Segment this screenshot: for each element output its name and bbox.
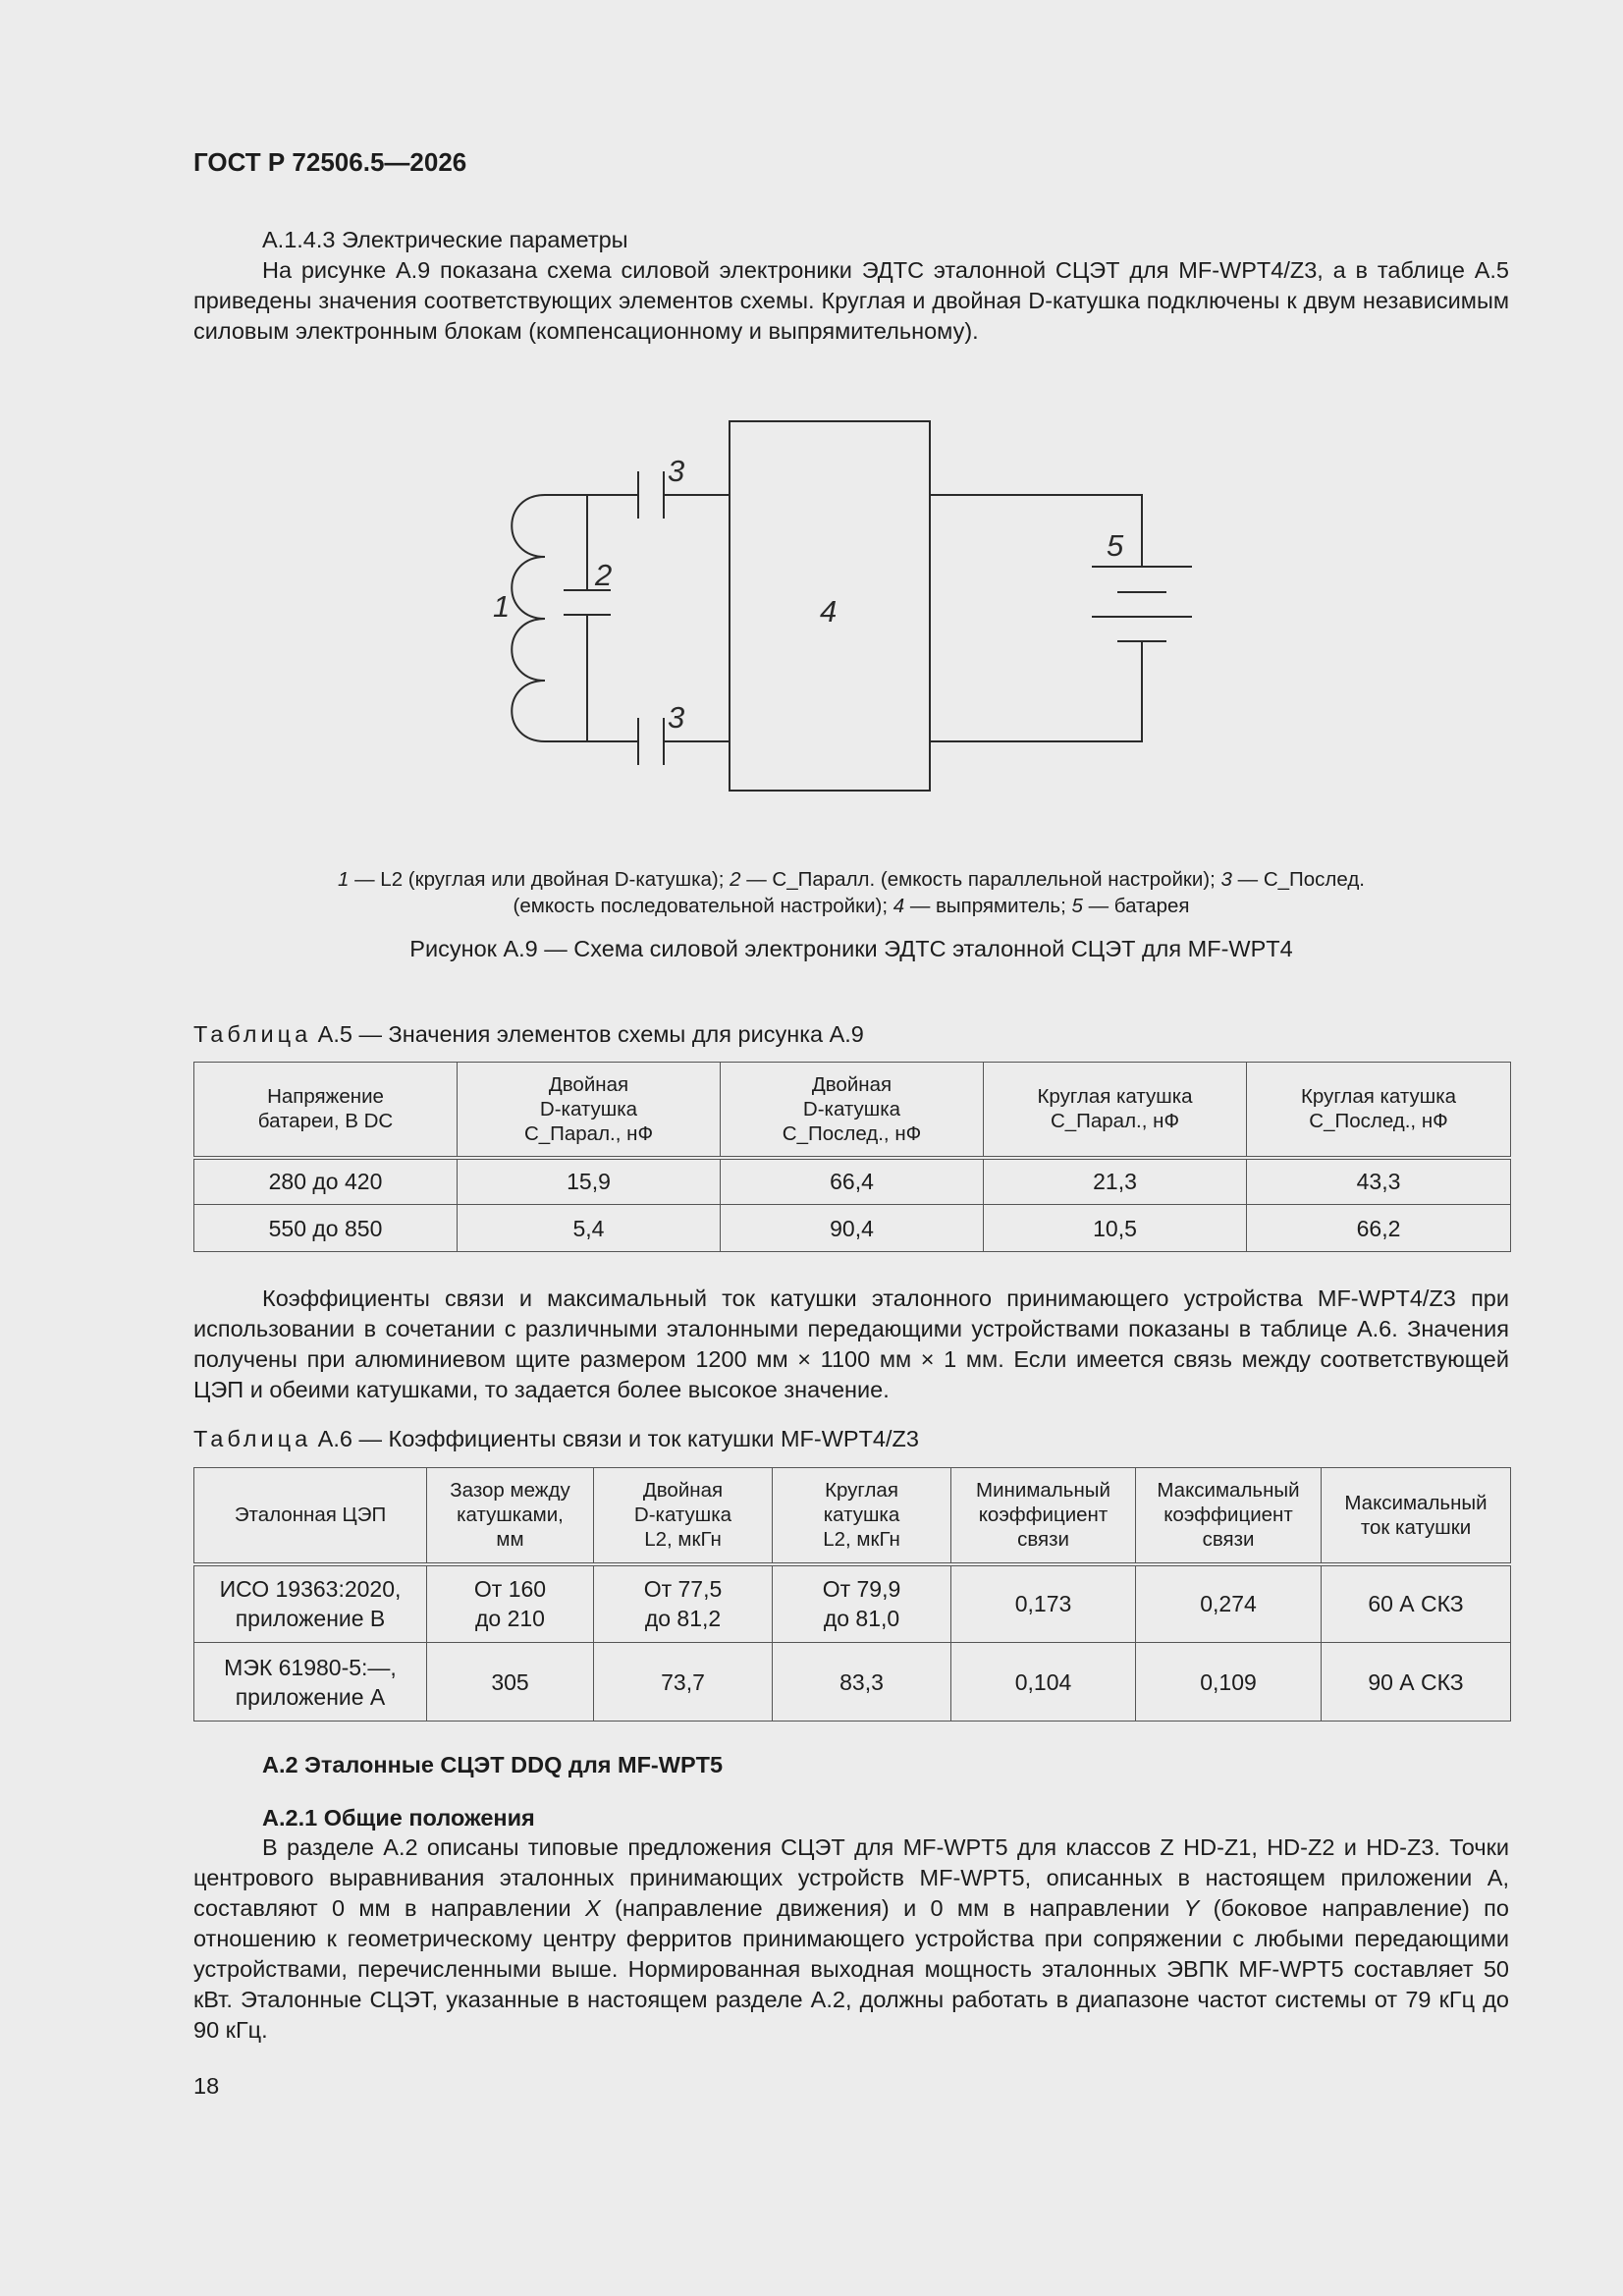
table-cell: 550 до 850	[194, 1205, 458, 1252]
table-cell: 43,3	[1247, 1158, 1511, 1205]
cell-line: D-катушка	[539, 1097, 638, 1121]
cell-line: мм	[496, 1528, 524, 1552]
cell-line: L2, мкГн	[644, 1528, 722, 1552]
label-battery: 5	[1107, 528, 1124, 563]
cell-line: 0,109	[1200, 1668, 1257, 1695]
table-a6-header-cell	[594, 1468, 773, 1564]
table-a5-caption-text: А.5 — Значения элементов схемы для рисунка А.9	[311, 1021, 864, 1047]
table-cell	[594, 1564, 773, 1643]
table-row	[194, 1205, 1511, 1252]
paragraph-coupling: Коэффициенты связи и максимальный ток катушки эталонного принимающего устройства MF-WPT4/Z3 при использовании в сочетании с различными эталонными передающими устройствами показаны в таблице А.6. Значения получены при алюминиевом щите размером 1200 мм × 1100 мм × 1 мм. Если имеется связь между соответствующей ЦЭП и обеими катушками, то задается более высокое значение.	[193, 1285, 1509, 1402]
table-a5-header-cell	[194, 1063, 458, 1158]
cell-line: катушка	[823, 1503, 900, 1527]
section-a21-text-start: В разделе А.2 описаны типовые предложения СЦЭТ для MF-WPT5 для классов Z HD-Z1, HD-Z2 и HD-Z3. Точки центрового выравнивания эталонных принимающих устройств MF-WPT5, описанных в настоящем приложении А, составляют 0 мм в направлении	[193, 1834, 1509, 1921]
legend-num-4: 4	[893, 895, 905, 917]
legend-text-4: — выпрямитель;	[904, 895, 1072, 917]
table-cell	[427, 1643, 594, 1722]
legend-text-1: — L2 (круглая или двойная D-катушка);	[354, 868, 730, 891]
cell-line: приложение В	[235, 1606, 386, 1632]
cell-line: Двойная	[811, 1072, 893, 1096]
cell-line: С_Парал., нФ	[523, 1121, 654, 1145]
table-cell	[1322, 1643, 1511, 1722]
table-cell	[194, 1643, 427, 1722]
section-a2-title: А.2 Эталонные СЦЭТ DDQ для MF-WPT5	[262, 1752, 724, 1777]
cell-line: D-катушка	[802, 1097, 901, 1121]
cell-line: батареи, В DC	[257, 1110, 394, 1133]
cell-line: до 81,2	[644, 1606, 722, 1632]
table-a6-header-cell	[194, 1468, 427, 1564]
legend-num-2: 2	[730, 868, 741, 891]
cell-line: Двойная	[548, 1072, 629, 1096]
table-cell: 21,3	[984, 1158, 1247, 1205]
cell-line: От 160	[473, 1576, 547, 1603]
cell-line: 0,173	[1014, 1591, 1072, 1617]
cell-line: коэффициент	[1163, 1503, 1293, 1527]
table-row	[194, 1158, 1511, 1205]
cell-line: связи	[1202, 1528, 1255, 1552]
section-a21-text-mid: (направление движения) и 0 мм в направлении	[600, 1895, 1184, 1921]
label-parallel-cap: 2	[595, 558, 613, 592]
cell-line: ИСО 19363:2020,	[219, 1576, 402, 1603]
table-cell	[773, 1564, 951, 1643]
cell-line: Круглая	[825, 1479, 898, 1503]
table-cell	[594, 1643, 773, 1722]
table-a5-header-cell	[984, 1063, 1247, 1158]
label-block: 4	[820, 594, 838, 629]
cell-line: ток катушки	[1360, 1515, 1472, 1539]
table-a5-header-cell	[1247, 1063, 1511, 1158]
table-a5-header-cell	[458, 1063, 721, 1158]
table-a6-header-row	[194, 1468, 1511, 1564]
legend-text-5: — батарея	[1082, 895, 1190, 917]
section-a21-text-end: (боковое направление) по отношению к геометрическому центру ферритов принимающего устройства при сопряжении с любыми передающими устройствами, перечисленными выше. Нормированная выходная мощность эталонных ЭВПК MF-WPT5 составляет 50 кВт. Эталонные СЦЭТ, указанные в настоящем разделе А.2, должны работать в диапазоне частот системы от 79 кГц до 90 кГц.	[193, 1895, 1509, 2043]
section-a143-text: На рисунке А.9 показана схема силовой электроники ЭДТС эталонной СЦЭТ для MF-WPT4/Z3, а в таблице А.5 приведены значения соответствующих элементов схемы. Круглая и двойная D-катушка подключены к двум независимым силовым электронным блокам (компенсационному и выпрямительному).	[193, 257, 1509, 344]
table-cell: 10,5	[984, 1205, 1247, 1252]
axis-x-label: X	[585, 1895, 601, 1921]
axis-y-label: Y	[1183, 1895, 1200, 1921]
cell-line: до 210	[475, 1606, 545, 1632]
table-cell: 15,9	[458, 1158, 721, 1205]
coil-inductor	[512, 495, 545, 741]
cell-line: С_Парал., нФ	[1050, 1110, 1180, 1133]
table-cell: 90,4	[721, 1205, 984, 1252]
cell-line: Максимальный	[1344, 1491, 1488, 1514]
cell-line: С_Послед., нФ	[1309, 1110, 1448, 1133]
table-a6	[193, 1467, 1511, 1722]
cell-line: Эталонная ЦЭП	[234, 1503, 387, 1527]
cell-line: до 81,0	[823, 1606, 900, 1632]
section-a21-text	[193, 1832, 1509, 2046]
cell-line: МЭК 61980-5:—,	[224, 1654, 397, 1680]
cell-line: L2, мкГн	[823, 1528, 900, 1552]
table-cell	[951, 1564, 1136, 1643]
cell-line: Круглая катушка	[1037, 1085, 1193, 1109]
table-a5	[193, 1062, 1511, 1252]
cell-line: Круглая катушка	[1300, 1085, 1457, 1109]
cell-line: 60 А СКЗ	[1368, 1591, 1464, 1617]
cell-line: 73,7	[661, 1668, 705, 1695]
table-a5-caption	[193, 1021, 864, 1048]
cell-line: D-катушка	[633, 1503, 732, 1527]
table-cell: 66,2	[1247, 1205, 1511, 1252]
cell-line: Зазор между	[450, 1479, 570, 1503]
legend-num-5: 5	[1071, 895, 1083, 917]
legend-text-3b: (емкость последовательной настройки);	[513, 895, 893, 917]
legend-text-3: — С_Послед.	[1231, 868, 1365, 891]
cell-line: Напряжение	[267, 1085, 384, 1109]
figure-title: Рисунок А.9 — Схема силовой электроники ЭДТС эталонной СЦЭТ для MF-WPT4	[409, 936, 1293, 961]
label-coil: 1	[493, 589, 511, 624]
figure-legend	[193, 866, 1509, 919]
page-number: 18	[193, 2073, 220, 2099]
table-a5-caption-label: Таблица	[193, 1021, 312, 1047]
table-a6-header-cell	[1322, 1468, 1511, 1564]
table-a5-header-cell	[721, 1063, 984, 1158]
cell-line: коэффициент	[978, 1503, 1109, 1527]
label-series-cap-top: 3	[668, 454, 685, 488]
section-a143-title: А.1.4.3 Электрические параметры	[262, 227, 628, 252]
table-row	[194, 1564, 1511, 1643]
circuit-diagram	[471, 403, 1237, 815]
table-a5-header-row	[194, 1063, 1511, 1158]
cell-line: связи	[1017, 1528, 1069, 1552]
table-a6-caption-text: А.6 — Коэффициенты связи и ток катушки MF-WPT4/Z3	[311, 1426, 919, 1451]
table-cell	[1136, 1564, 1322, 1643]
cell-line: Минимальный	[976, 1479, 1110, 1503]
cell-line: Максимальный	[1157, 1479, 1300, 1503]
table-cell	[427, 1564, 594, 1643]
table-a6-header-cell	[773, 1468, 951, 1564]
table-cell	[194, 1564, 427, 1643]
document-header: ГОСТ Р 72506.5—2026	[193, 147, 467, 177]
cell-line: От 79,9	[822, 1576, 901, 1603]
table-a6-header-cell	[1136, 1468, 1322, 1564]
table-a6-caption-label: Таблица	[193, 1426, 312, 1451]
table-a6-header-cell	[951, 1468, 1136, 1564]
table-a6-header-cell	[427, 1468, 594, 1564]
table-a6-caption	[193, 1426, 919, 1452]
legend-text-2: — С_Паралл. (емкость параллельной настройки);	[740, 868, 1221, 891]
legend-num-1: 1	[338, 868, 350, 891]
table-cell	[773, 1643, 951, 1722]
section-a21-title: А.2.1 Общие положения	[262, 1805, 535, 1831]
table-cell: 66,4	[721, 1158, 984, 1205]
table-cell	[951, 1643, 1136, 1722]
cell-line: 305	[491, 1668, 529, 1695]
cell-line: Двойная	[642, 1479, 724, 1503]
legend-num-3: 3	[1220, 868, 1232, 891]
table-cell: 5,4	[458, 1205, 721, 1252]
cell-line: катушками,	[457, 1503, 564, 1527]
cell-line: 83,3	[839, 1668, 884, 1695]
table-cell	[1322, 1564, 1511, 1643]
cell-line: 0,274	[1200, 1591, 1257, 1617]
cell-line: С_Послед., нФ	[782, 1121, 922, 1145]
cell-line: От 77,5	[643, 1576, 723, 1603]
cell-line: 0,104	[1014, 1668, 1072, 1695]
cell-line: 90 А СКЗ	[1368, 1668, 1464, 1695]
table-cell: 280 до 420	[194, 1158, 458, 1205]
label-series-cap-bottom: 3	[668, 700, 685, 735]
table-cell	[1136, 1643, 1322, 1722]
table-row	[194, 1643, 1511, 1722]
cell-line: приложение А	[235, 1683, 386, 1710]
